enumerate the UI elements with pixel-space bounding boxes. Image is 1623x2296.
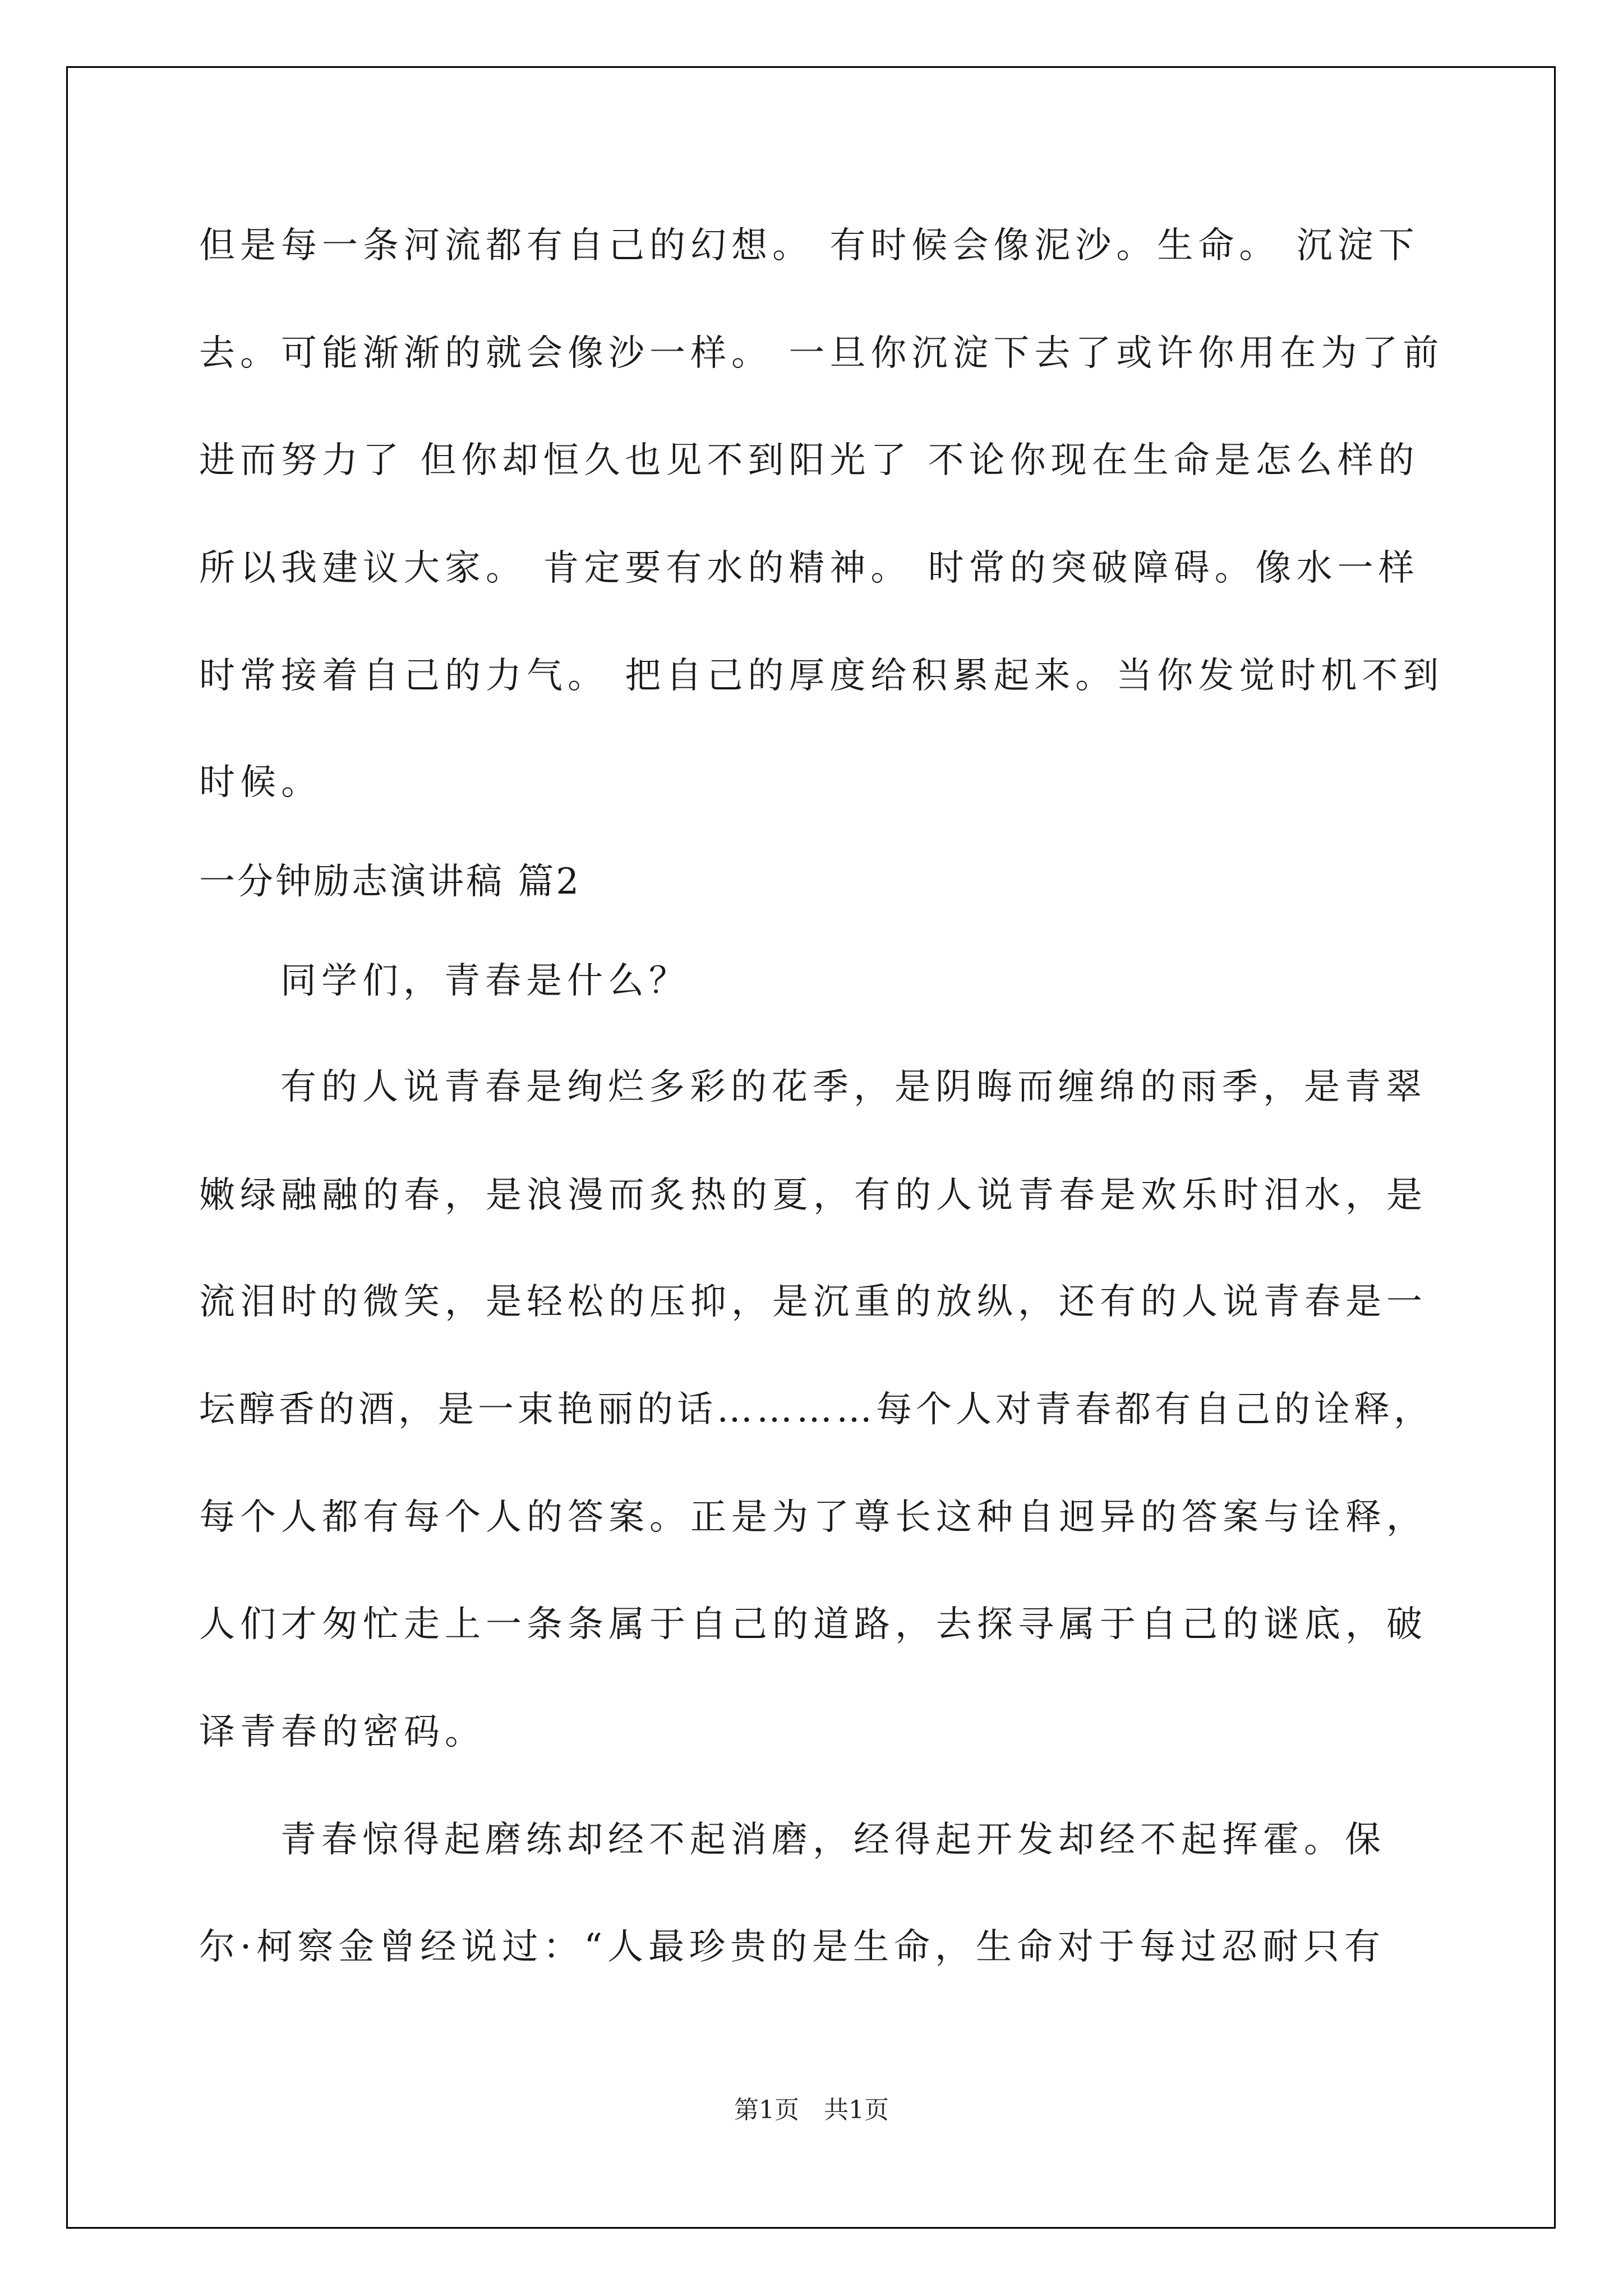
text-line: 嫩绿融融的春，是浪漫而炙热的夏，有的人说青春是欢乐时泪水，是 (199, 1175, 1427, 1216)
paragraph-first-line: 青春惊得起磨练却经不起消磨，经得起开发却经不起挥霍。保 (280, 1819, 1386, 1861)
text-line: 人们才匆忙走上一条条属于自己的道路，去探寻属于自己的谜底，破 (199, 1604, 1427, 1645)
section-heading: 一分钟励志演讲稿 篇2 (199, 861, 582, 903)
page-number-footer: 第1页 共1页 (734, 2096, 889, 2124)
text-line: 每个人都有每个人的答案。正是为了尊长这种自迥异的答案与诠释， (199, 1497, 1427, 1538)
text-line: 时候。 (199, 762, 322, 803)
paragraph-first-line: 有的人说青春是绚烂多彩的花季，是阴晦而缠绵的雨季，是青翠 (280, 1066, 1427, 1108)
text-line: 尔·柯察金曾经说过：“人最珍贵的是生命，生命对于每过忍耐只有 (199, 1926, 1386, 1968)
text-line: 但是每一条河流都有自己的幻想。 有时候会像泥沙。生命。 沉淀下 (199, 225, 1419, 266)
text-line: 坛醇香的酒，是一束艳丽的话…………每个人对青春都有自己的诠释， (199, 1389, 1433, 1430)
paragraph-first-line: 同学们，青春是什么？ (280, 960, 690, 1002)
text-line: 流泪时的微笑，是轻松的压抑，是沉重的放纵，还有的人说青春是一 (199, 1281, 1427, 1323)
page-border (66, 66, 1556, 2229)
text-line: 时常接着自己的力气。 把自己的厚度给积累起来。当你发觉时机不到 (199, 655, 1444, 697)
text-line: 所以我建议大家。 肯定要有水的精神。 时常的突破障碍。像水一样 (199, 547, 1419, 589)
text-line: 译青春的密码。 (199, 1711, 486, 1753)
text-line: 去。可能渐渐的就会像沙一样。 一旦你沉淀下去了或许你用在为了前 (199, 333, 1444, 374)
text-line: 进而努力了 但你却恒久也见不到阳光了 不论你现在生命是怎么样的 (199, 440, 1419, 481)
